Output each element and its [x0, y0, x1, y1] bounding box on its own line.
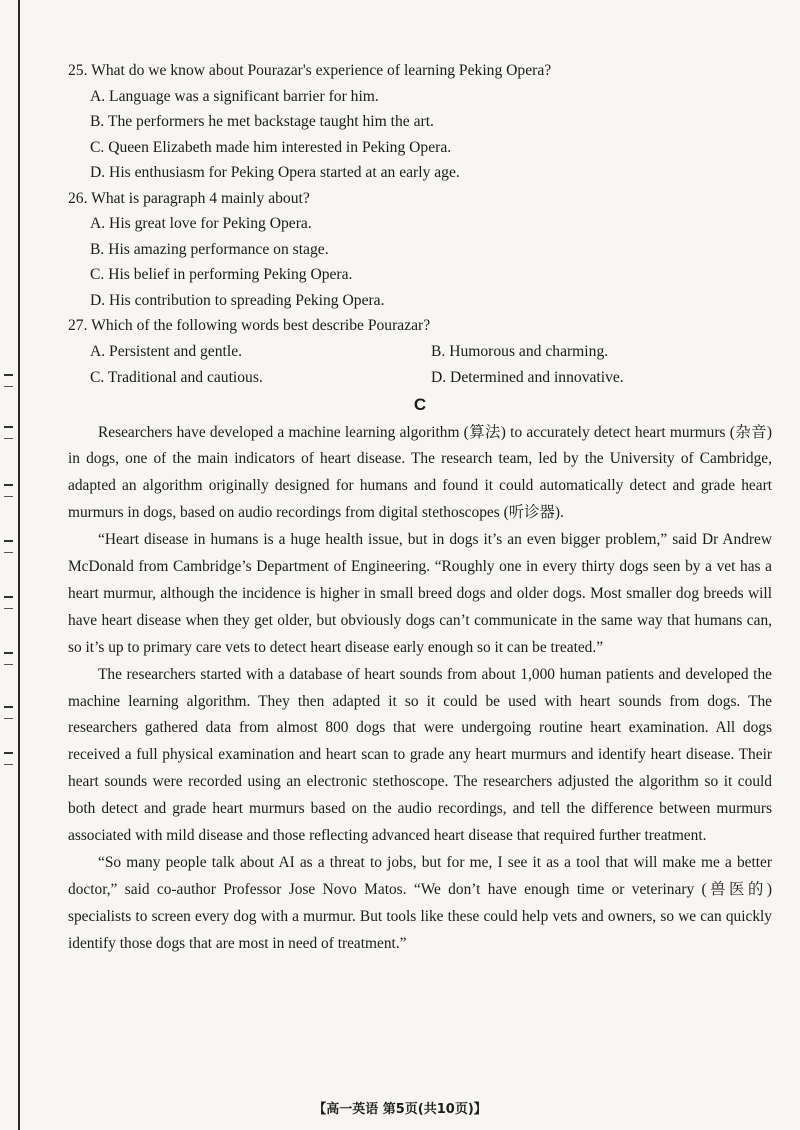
option-b: B. Humorous and charming. — [431, 342, 609, 360]
margin-mark — [4, 752, 13, 765]
exam-page — [68, 58, 772, 958]
binding-line — [18, 0, 20, 1130]
option-c: C. Traditional and cautious. — [90, 369, 263, 386]
margin-mark — [4, 484, 13, 497]
passage-paragraph: Researchers have developed a machine learning algorithm (算法) to accurately detect heart murmurs (杂音) in dogs, one of the main indicators of heart disease. The research team, led by the University of Cambridge, adapted an algorithm originally designed for humans and found it could automatically detect and grade heart murmurs in dogs, based on audio recordings from digital stethoscopes (听诊器). — [68, 423, 772, 522]
margin-mark — [4, 426, 13, 439]
question-25 — [68, 58, 772, 186]
passage-paragraph: The researchers started with a database of heart sounds from about 1,000 human patients and developed the machine learning algorithm. They then adapted it so it could be used with heart sounds from dogs. The researchers gathered data from almost 800 dogs that were undergoing routine heart examination. All dogs received a full physical examination and heart scan to grade any heart murmurs and identify heart disease. Their heart sounds were recorded using an electronic stethoscope. The researchers adjusted the algorithm so it could both detect and grade heart murmurs based on the audio recordings, and tell the difference between murmurs associated with mild disease and those reflecting advanced heart disease that required further treatment. — [68, 665, 772, 845]
option-a: A. His great love for Peking Opera. — [90, 215, 312, 232]
option-d: D. His contribution to spreading Peking Opera. — [90, 291, 385, 309]
option-c: C. His belief in performing Peking Opera. — [90, 266, 353, 283]
option-grid — [90, 339, 772, 392]
option-b: B. His amazing performance on stage. — [90, 240, 329, 258]
question-stem: 27. Which of the following words best describe Pourazar? — [68, 317, 431, 334]
margin-mark — [4, 540, 13, 553]
passage-paragraph: “Heart disease in humans is a huge health issue, but in dogs it’s an even bigger problem,” said Dr Andrew McDonald from Cambridge’s Department of Engineering. “Roughly one in every thirty dogs seen by a vet has a heart murmur, although the incidence is higher in small breed dogs and older dogs. Most smaller dog breeds will have heart disease when they get older, but obviously dogs can’t communicate in the same way that humans can, so it’s up to primary care vets to detect heart disease early enough so it can be treated.” — [68, 531, 772, 656]
page-footer: 【高一英语 第5页(共10页)】 — [313, 1102, 487, 1117]
option-a: A. Language was a significant barrier for him. — [90, 87, 379, 105]
option-d: D. Determined and innovative. — [431, 369, 624, 386]
option-c: C. Queen Elizabeth made him interested in Peking Opera. — [90, 138, 452, 156]
question-26 — [68, 186, 772, 314]
option-b: B. The performers he met backstage taught him the art. — [90, 113, 434, 130]
section-heading: C — [413, 394, 427, 414]
question-stem: 26. What is paragraph 4 mainly about? — [68, 189, 310, 207]
question-stem: 25. What do we know about Pourazar's experience of learning Peking Opera? — [68, 62, 552, 79]
margin-mark — [4, 596, 13, 609]
margin-mark — [4, 706, 13, 719]
question-27 — [68, 313, 772, 392]
passage-paragraph: “So many people talk about AI as a threat to jobs, but for me, I see it as a tool that will make me a better doctor,” said co-author Professor Jose Novo Matos. “We don’t have enough time or veterinary (兽医的) specialists to screen every dog with a murmur. But tools like these could help vets and owners, so we can quickly identify those dogs that are most in need of treatment.” — [68, 854, 772, 952]
option-d: D. His enthusiasm for Peking Opera started at an early age. — [90, 164, 460, 181]
margin-mark — [4, 374, 13, 387]
margin-mark — [4, 652, 13, 665]
passage — [68, 420, 772, 958]
option-a: A. Persistent and gentle. — [90, 342, 243, 360]
